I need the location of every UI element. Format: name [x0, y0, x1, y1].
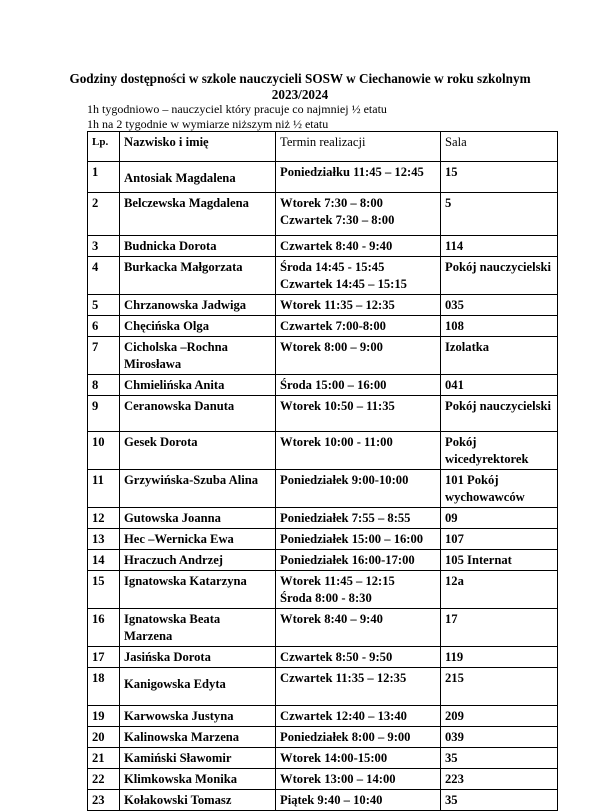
table-row — [88, 647, 558, 668]
table-row — [88, 550, 558, 571]
availability-time — [276, 550, 441, 571]
time-slot: Poniedziałek 8:00 – 9:00 — [280, 730, 411, 744]
time-slot: Wtorek 7:30 – 8:00 — [280, 196, 383, 210]
time-slot: Poniedziałek 7:55 – 8:55 — [280, 511, 411, 525]
availability-time — [276, 508, 441, 529]
time-slot: Czwartek 12:40 – 13:40 — [280, 709, 407, 723]
room: 15 — [441, 162, 558, 193]
teacher-name: Ignatowska Katarzyna — [120, 571, 276, 609]
table-row — [88, 432, 558, 470]
teacher-name: Kołakowski Tomasz — [120, 790, 276, 811]
table-row — [88, 609, 558, 647]
teacher-name: Chmielińska Anita — [120, 375, 276, 396]
row-number: 22 — [88, 769, 120, 790]
table-row — [88, 295, 558, 316]
teacher-name: Cicholska –Rochna Mirosława — [120, 337, 276, 375]
room: 209 — [441, 706, 558, 727]
teacher-name: Budnicka Dorota — [120, 236, 276, 257]
teacher-name: Chrzanowska Jadwiga — [120, 295, 276, 316]
teacher-name: Jasińska Dorota — [120, 647, 276, 668]
room: 107 — [441, 529, 558, 550]
availability-time — [276, 396, 441, 432]
table-row — [88, 257, 558, 295]
header-term: Termin realizacji — [276, 132, 441, 162]
teacher-name: Klimkowska Monika — [120, 769, 276, 790]
row-number: 3 — [88, 236, 120, 257]
room: 108 — [441, 316, 558, 337]
time-slot: Wtorek 8:00 – 9:00 — [280, 340, 383, 354]
note-part-time: 1h na 2 tygodnie w wymiarze niższym niż ½ etatu — [87, 117, 329, 131]
table-row — [88, 375, 558, 396]
table-row — [88, 529, 558, 550]
row-number: 14 — [88, 550, 120, 571]
availability-time — [276, 295, 441, 316]
time-slot: Wtorek 11:35 – 12:35 — [280, 298, 395, 312]
availability-time — [276, 375, 441, 396]
time-slot: Czwartek 11:35 – 12:35 — [280, 671, 407, 685]
row-number: 15 — [88, 571, 120, 609]
time-slot: Wtorek 8:40 – 9:40 — [280, 612, 383, 626]
teacher-name: Chęcińska Olga — [120, 316, 276, 337]
availability-time — [276, 529, 441, 550]
time-slot: Poniedziałek 9:00-10:00 — [280, 473, 409, 487]
room: 215 — [441, 668, 558, 706]
room: 17 — [441, 609, 558, 647]
time-slot: Poniedziałku 11:45 – 12:45 — [280, 165, 424, 179]
time-slot: Środa 8:00 - 8:30 — [280, 591, 372, 605]
table-row — [88, 727, 558, 748]
availability-time — [276, 727, 441, 748]
room: 114 — [441, 236, 558, 257]
availability-time — [276, 647, 441, 668]
room: Pokój nauczycielski — [441, 396, 558, 432]
time-slot: Poniedziałek 16:00-17:00 — [280, 553, 415, 567]
time-slot: Czwartek 8:50 - 9:50 — [280, 650, 393, 664]
availability-time — [276, 432, 441, 470]
time-slot: Wtorek 10:00 - 11:00 — [280, 435, 393, 449]
row-number: 9 — [88, 396, 120, 432]
row-number: 11 — [88, 470, 120, 508]
table-row — [88, 748, 558, 769]
teacher-name: Karwowska Justyna — [120, 706, 276, 727]
row-number: 8 — [88, 375, 120, 396]
availability-time — [276, 470, 441, 508]
availability-time — [276, 790, 441, 811]
table-row — [88, 162, 558, 193]
row-number: 5 — [88, 295, 120, 316]
room: 09 — [441, 508, 558, 529]
table-row — [88, 769, 558, 790]
note-full-time: 1h tygodniowo – nauczyciel który pracuje co najmniej ½ etatu — [87, 102, 387, 116]
time-slot: Środa 14:45 - 15:45 — [280, 260, 385, 274]
room: 119 — [441, 647, 558, 668]
availability-time — [276, 337, 441, 375]
header-lp: Lp. — [88, 132, 120, 162]
time-slot: Wtorek 11:45 – 12:15 — [280, 574, 395, 588]
room: 101 Pokój wychowawców — [441, 470, 558, 508]
row-number: 20 — [88, 727, 120, 748]
time-slot: Środa 15:00 – 16:00 — [280, 378, 387, 392]
time-slot: Poniedziałek 15:00 – 16:00 — [280, 532, 424, 546]
availability-time — [276, 748, 441, 769]
room: 223 — [441, 769, 558, 790]
row-number: 13 — [88, 529, 120, 550]
teacher-name: Grzywińska-Szuba Alina — [120, 470, 276, 508]
availability-time — [276, 571, 441, 609]
time-slot: Czwartek 7:00-8:00 — [280, 319, 386, 333]
table-row — [88, 706, 558, 727]
teacher-name: Burkacka Małgorzata — [120, 257, 276, 295]
header-row — [88, 132, 558, 162]
teacher-name: Kamiński Sławomir — [120, 748, 276, 769]
room: 12a — [441, 571, 558, 609]
room: 35 — [441, 790, 558, 811]
room: Pokój wicedyrektorek — [441, 432, 558, 470]
row-number: 16 — [88, 609, 120, 647]
time-slot: Piątek 9:40 – 10:40 — [280, 793, 383, 807]
table-row — [88, 396, 558, 432]
availability-time — [276, 236, 441, 257]
availability-time — [276, 706, 441, 727]
table-row — [88, 790, 558, 811]
room: Pokój nauczycielski — [441, 257, 558, 295]
availability-time — [276, 257, 441, 295]
row-number: 12 — [88, 508, 120, 529]
teacher-name: Gesek Dorota — [120, 432, 276, 470]
row-number: 19 — [88, 706, 120, 727]
table-row — [88, 316, 558, 337]
teacher-name: Antosiak Magdalena — [120, 162, 276, 193]
row-number: 4 — [88, 257, 120, 295]
table-row — [88, 508, 558, 529]
row-number: 18 — [88, 668, 120, 706]
availability-time — [276, 668, 441, 706]
time-slot: Wtorek 10:50 – 11:35 — [280, 399, 395, 413]
time-slot: Czwartek 14:45 – 15:15 — [280, 277, 407, 291]
row-number: 6 — [88, 316, 120, 337]
teacher-name: Ceranowska Danuta — [120, 396, 276, 432]
teacher-name: Kalinowska Marzena — [120, 727, 276, 748]
room: 039 — [441, 727, 558, 748]
row-number: 17 — [88, 647, 120, 668]
room: 35 — [441, 748, 558, 769]
table-row — [88, 470, 558, 508]
teacher-name: Gutowska Joanna — [120, 508, 276, 529]
row-number: 10 — [88, 432, 120, 470]
room: Izolatka — [441, 337, 558, 375]
page-title: Godziny dostępności w szkole nauczycieli SOSW w Ciechanowie w roku szkolnym 2023/2024 — [69, 71, 531, 102]
teacher-name: Hec –Wernicka Ewa — [120, 529, 276, 550]
header-room: Sala — [441, 132, 558, 162]
time-slot: Czwartek 7:30 – 8:00 — [280, 213, 395, 227]
room: 105 Internat — [441, 550, 558, 571]
row-number: 7 — [88, 337, 120, 375]
table-body — [88, 162, 558, 811]
teacher-name: Kanigowska Edyta — [120, 668, 276, 706]
time-slot: Wtorek 14:00-15:00 — [280, 751, 388, 765]
row-number: 1 — [88, 162, 120, 193]
availability-time — [276, 609, 441, 647]
room: 035 — [441, 295, 558, 316]
row-number: 23 — [88, 790, 120, 811]
row-number: 2 — [88, 193, 120, 236]
table-row — [88, 236, 558, 257]
room: 5 — [441, 193, 558, 236]
room: 041 — [441, 375, 558, 396]
table-row — [88, 571, 558, 609]
row-number: 21 — [88, 748, 120, 769]
time-slot: Wtorek 13:00 – 14:00 — [280, 772, 396, 786]
table-row — [88, 668, 558, 706]
availability-time — [276, 316, 441, 337]
time-slot: Czwartek 8:40 - 9:40 — [280, 239, 393, 253]
header-name: Nazwisko i imię — [120, 132, 276, 162]
teacher-name: Hraczuch Andrzej — [120, 550, 276, 571]
availability-time — [276, 193, 441, 236]
table-row — [88, 193, 558, 236]
teacher-name: Belczewska Magdalena — [120, 193, 276, 236]
teacher-name: Ignatowska Beata Marzena — [120, 609, 276, 647]
table-row — [88, 337, 558, 375]
availability-time — [276, 162, 441, 193]
availability-table — [87, 131, 558, 811]
availability-time — [276, 769, 441, 790]
